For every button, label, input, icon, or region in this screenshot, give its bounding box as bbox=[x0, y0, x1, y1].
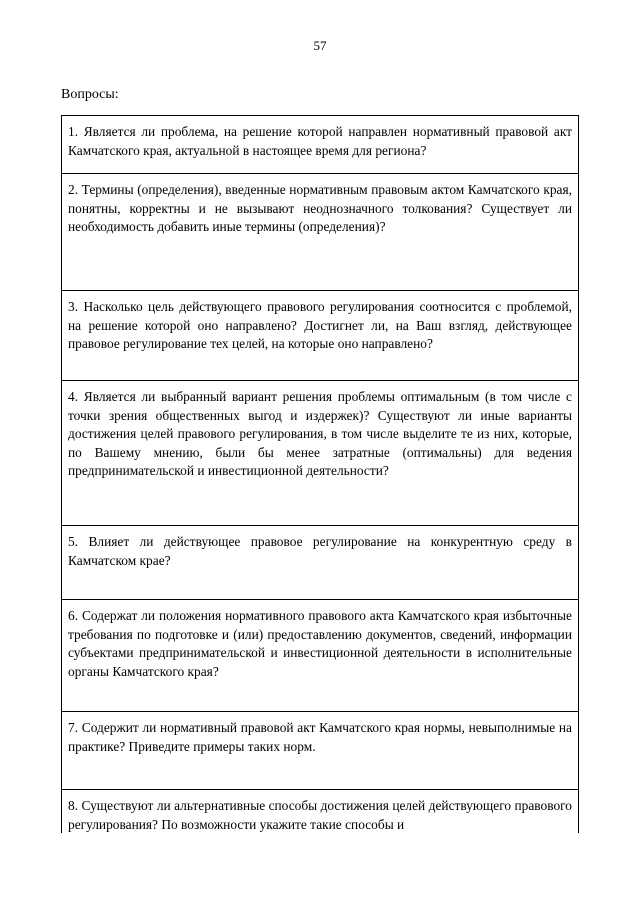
question-text-4: 4. Является ли выбранный вариант решения проблемы оптимальным (в том числе с точки зрения общественных выгод и издержек)? Существуют ли иные варианты достижения целей правового регулирования, в том числе выделите те из них, которые, по Вашему мнению, были бы менее затратные (оптимальны) для ведения предпринимательской и инвестиционной деятельности? bbox=[68, 389, 572, 479]
page-number: 57 bbox=[313, 38, 327, 53]
question-row-5 bbox=[62, 526, 578, 600]
question-text-8: 8. Существуют ли альтернативные способы достижения целей действующего правового регулирования? По возможности укажите такие способы и bbox=[68, 798, 572, 832]
question-text-1: 1. Является ли проблема, на решение которой направлен нормативный правовой акт Камчатского края, актуальной в настоящее время для региона? bbox=[68, 124, 572, 158]
question-row-4 bbox=[62, 381, 578, 526]
question-row-1 bbox=[62, 116, 578, 174]
question-row-8 bbox=[62, 790, 578, 833]
question-text-3: 3. Насколько цель действующего правового регулирования соотносится с проблемой, на решение которой оно направлено? Достигнет ли, на Ваш взгляд, действующее правовое регулирование тех целей, на которые оно направлено? bbox=[68, 299, 572, 352]
question-row-3 bbox=[62, 291, 578, 381]
question-text-6: 6. Содержат ли положения нормативного правового акта Камчатского края избыточные требования по подготовке и (или) предоставлению документов, сведений, информации субъектами предпринимательской и инвестиционной деятельности в исполнительные органы Камчатского края? bbox=[68, 608, 572, 679]
question-text-7: 7. Содержит ли нормативный правовой акт Камчатского края нормы, невыполнимые на практике? Приведите примеры таких норм. bbox=[68, 720, 572, 754]
question-row-7 bbox=[62, 712, 578, 790]
question-row-2 bbox=[62, 174, 578, 291]
questions-table bbox=[61, 115, 579, 833]
question-row-6 bbox=[62, 600, 578, 712]
section-heading: Вопросы: bbox=[61, 87, 119, 102]
question-text-5: 5. Влияет ли действующее правовое регулирование на конкурентную среду в Камчатском крае? bbox=[68, 534, 572, 568]
question-text-2: 2. Термины (определения), введенные нормативным правовым актом Камчатского края, понятны, корректны и не вызывают неоднозначного толкования? Существует ли необходимость добавить иные термины (определения)? bbox=[68, 182, 572, 235]
